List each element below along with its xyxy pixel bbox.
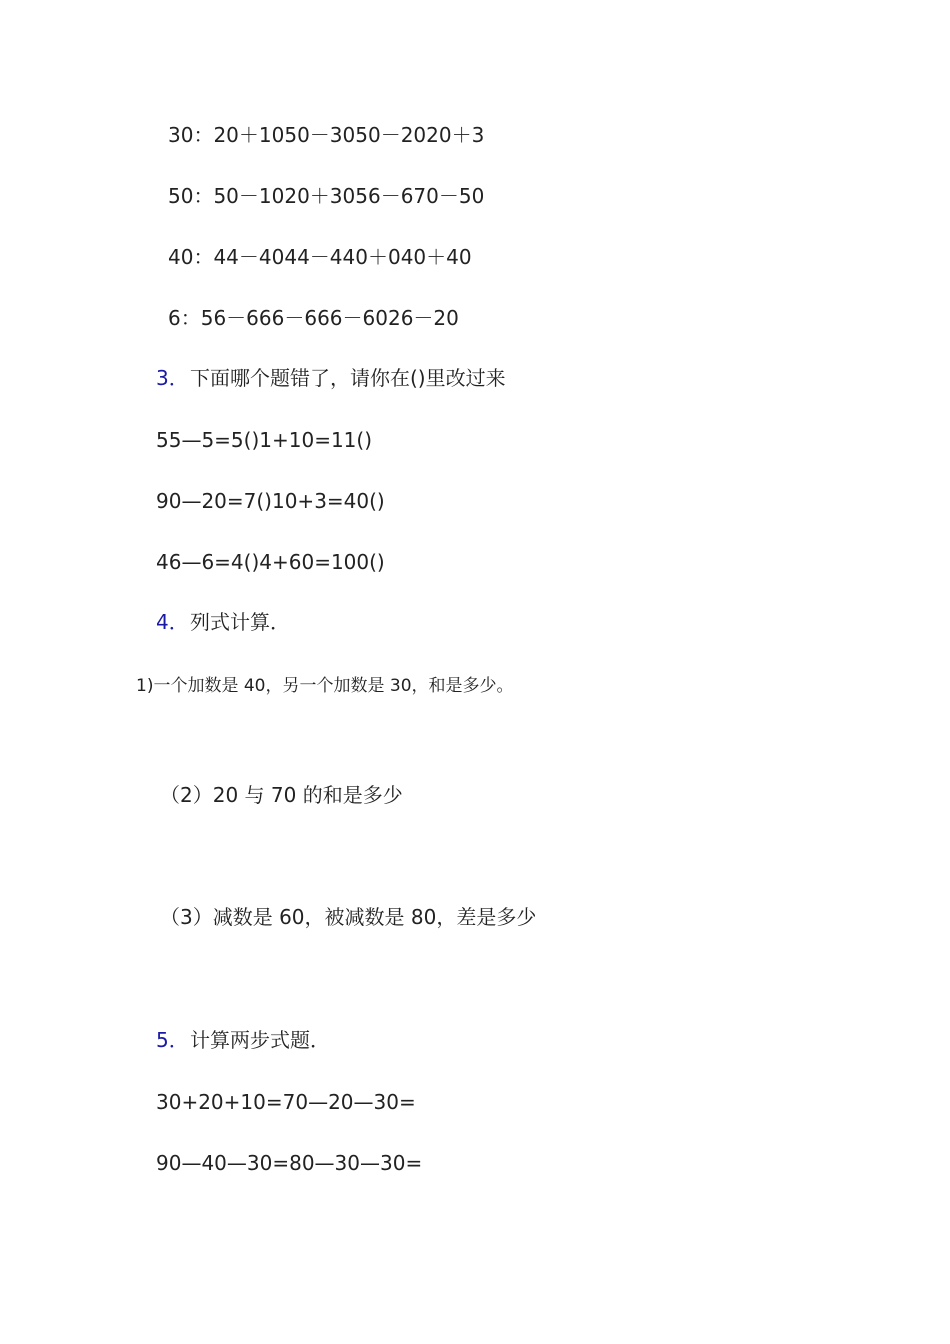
- question-4-title: 列式计算．: [190, 610, 290, 634]
- question-3-line-3: 46—6=4()4+60=100(): [156, 550, 385, 574]
- question-3-title: 下面哪个题错了，请你在()里改过来: [190, 366, 506, 390]
- question-3-heading: [156, 368, 506, 388]
- question-5-number: 5．: [156, 1028, 189, 1052]
- group-line-3: 40：44－4044－440＋040＋40: [168, 245, 472, 269]
- group-line-4: 6：56－666－666－6026－20: [168, 306, 459, 330]
- question-5-title: 计算两步式题．: [190, 1028, 330, 1052]
- question-5-line-1: 30+20+10=70—20—30=: [156, 1090, 416, 1114]
- question-4-sub-2: （2）20 与 70 的和是多少: [160, 783, 403, 807]
- question-4-sub-1: 1)一个加数是 40，另一个加数是 30，和是多少。: [136, 676, 514, 696]
- question-5-line-2: 90—40—30=80—30—30=: [156, 1151, 423, 1175]
- question-5-heading: [156, 1030, 330, 1050]
- question-4-number: 4．: [156, 610, 189, 634]
- group-line-2: 50：50－1020＋3056－670－50: [168, 184, 485, 208]
- question-4-sub-3: （3）减数是 60，被减数是 80，差是多少: [160, 905, 537, 929]
- group-line-1: 30：20＋1050－3050－2020＋3: [168, 123, 485, 147]
- question-3-line-1: 55—5=5()1+10=11(): [156, 428, 373, 452]
- question-4-heading: [156, 612, 290, 632]
- question-3-line-2: 90—20=7()10+3=40(): [156, 489, 385, 513]
- question-3-number: 3．: [156, 366, 189, 390]
